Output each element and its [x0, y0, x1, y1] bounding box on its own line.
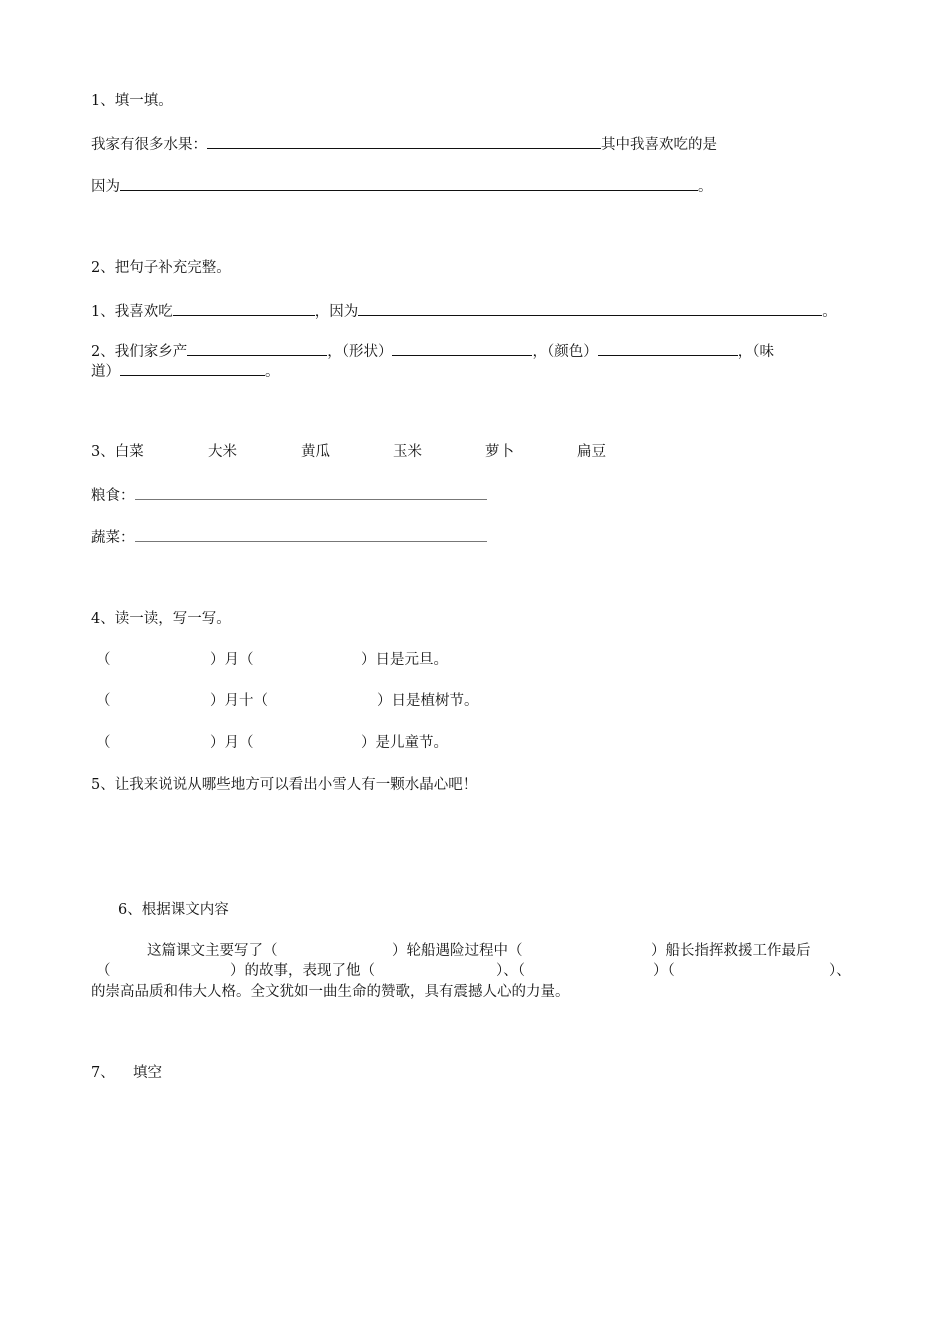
q2-s2-taste-blank[interactable] — [120, 361, 265, 376]
q3-word-6: 扁豆 — [577, 444, 606, 460]
q4-row2-open: （ — [96, 693, 111, 709]
q6-p2-e: ）、 — [829, 963, 851, 979]
q2-s2-color: ，（颜色） — [532, 344, 598, 360]
q1-line1-prefix: 我家有很多水果： — [91, 137, 207, 153]
q1-reason-blank[interactable] — [120, 176, 698, 191]
q2-s1-end: 。 — [822, 304, 837, 320]
q3-veg-line — [91, 527, 487, 547]
q3-word-5: 萝卜 — [485, 444, 514, 460]
q2-sentence2-cont — [91, 361, 280, 381]
q2-s2-end: 。 — [265, 364, 280, 380]
q2-s2-taste-b: 道） — [91, 364, 120, 380]
q2-s2-product-blank[interactable] — [187, 341, 327, 356]
q2-s2-color-blank[interactable] — [598, 341, 738, 356]
q2-s1-prefix: 1、我喜欢吃 — [91, 304, 173, 320]
q4-row3-month: ）月（ — [210, 735, 254, 751]
q7-label: 填空 — [133, 1065, 162, 1081]
q6-p1-a: 这篇课文主要写了（ — [147, 943, 278, 959]
q2-heading: 2、把句子补充完整。 — [91, 260, 231, 276]
q2-s1-food-blank[interactable] — [173, 301, 315, 316]
q2-s2-shape: ，（形状） — [327, 344, 393, 360]
q1-line2-prefix: 因为 — [91, 179, 120, 195]
q4-row3-tail: ）是儿童节。 — [361, 735, 448, 751]
q3-word-3: 黄瓜 — [301, 444, 330, 460]
q1-line1 — [91, 134, 717, 154]
q3-veg-blank[interactable] — [135, 527, 487, 542]
q6-p2-a: （ — [96, 963, 111, 979]
q2-s2-taste-a: ，（味 — [737, 344, 774, 360]
q6-p2-d: ）（ — [653, 963, 675, 979]
q6-p2-c: ）、（ — [496, 963, 525, 979]
q2-s2-prefix: 2、我们家乡产 — [91, 344, 188, 360]
q2-sentence1 — [91, 301, 837, 321]
q4-heading: 4、读一读，写一写。 — [91, 611, 231, 627]
q6-heading: 6、根据课文内容 — [118, 902, 229, 918]
q4-row1-tail: ）日是元旦。 — [361, 652, 448, 668]
q6-p1-c: ）船长指挥救援工作最后 — [651, 943, 811, 959]
q6-p2-b: ）的故事，表现了他（ — [230, 963, 375, 979]
q4-row1-open: （ — [96, 652, 111, 668]
q3-grain-blank[interactable] — [135, 485, 487, 500]
q3-word-1: 3、白菜 — [91, 444, 144, 460]
q1-line2 — [91, 176, 713, 196]
q3-grain-label: 粮食： — [91, 488, 135, 504]
q2-s2-shape-blank[interactable] — [392, 341, 532, 356]
q1-line2-suffix: 。 — [698, 179, 713, 195]
q4-row3-open: （ — [96, 735, 111, 751]
q2-s1-reason-blank[interactable] — [358, 301, 822, 316]
q6-p1-b: ）轮船遇险过程中（ — [392, 943, 523, 959]
q2-s1-mid: ，因为 — [314, 304, 359, 320]
q3-veg-label: 蔬菜： — [91, 530, 135, 546]
q1-fruits-blank[interactable] — [207, 134, 601, 149]
q1-heading: 1、填一填。 — [91, 93, 173, 109]
q3-grain-line — [91, 485, 487, 505]
q4-row1-month: ）月（ — [210, 652, 254, 668]
q4-row2-tail: ）日是植树节。 — [377, 693, 479, 709]
q6-p3: 的崇高品质和伟大人格。全文犹如一曲生命的赞歌，具有震撼人心的力量。 — [91, 984, 570, 1000]
q7-number: 7、 — [91, 1065, 115, 1081]
q5-heading: 5、让我来说说从哪些地方可以看出小雪人有一颗水晶心吧！ — [91, 777, 478, 793]
q1-line1-suffix: 其中我喜欢吃的是 — [601, 137, 717, 153]
q4-row2-month: ）月十（ — [210, 693, 268, 709]
q2-sentence2 — [91, 341, 774, 361]
q3-word-2: 大米 — [208, 444, 237, 460]
q3-word-4: 玉米 — [393, 444, 422, 460]
